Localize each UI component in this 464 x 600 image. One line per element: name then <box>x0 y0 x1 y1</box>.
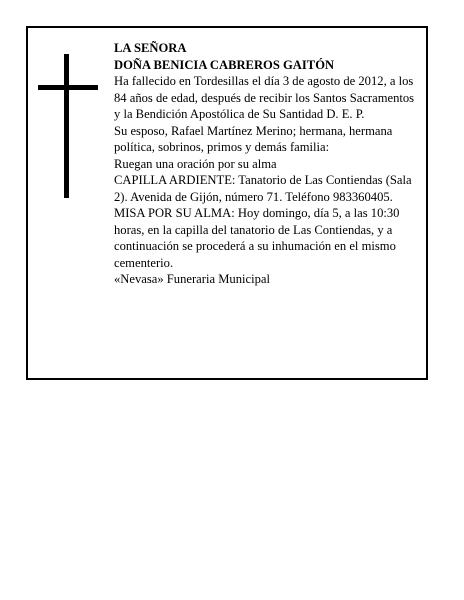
obituary-notice <box>26 26 428 380</box>
funeral-home: «Nevasa» Funeraria Municipal <box>114 272 270 286</box>
notice-text <box>114 40 422 288</box>
prayer-request: Ruegan una oración por su alma <box>114 156 277 171</box>
funeral-chapel-info: CAPILLA ARDIENTE: Tanatorio de Las Contiendas (Sala 2). Avenida de Gijón, número 71. Teléfono 983360405. <box>114 173 412 204</box>
cross-icon <box>38 54 98 198</box>
cross-vertical-bar <box>64 54 69 198</box>
mass-info: MISA POR SU ALMA: Hoy domingo, día 5, a las 10:30 horas, en la capilla del tanatorio de Las Contiendas, y a continuación se procederá a su inhumación en el mismo cementerio. <box>114 206 400 270</box>
death-announcement: Ha fallecido en Tordesillas el día 3 de agosto de 2012, a los 84 años de edad, después de recibir los Santos Sacramentos y la Bendición Apostólica de Su Santidad D. E. P. <box>114 74 415 121</box>
cross-horizontal-bar <box>38 85 98 90</box>
notice-title-line1: LA SEÑORA <box>114 41 187 55</box>
deceased-name: DOÑA BENICIA CABREROS GAITÓN <box>114 57 335 72</box>
family-members: Su esposo, Rafael Martínez Merino; hermana, hermana política, sobrinos, primos y demás familia: <box>114 123 393 154</box>
